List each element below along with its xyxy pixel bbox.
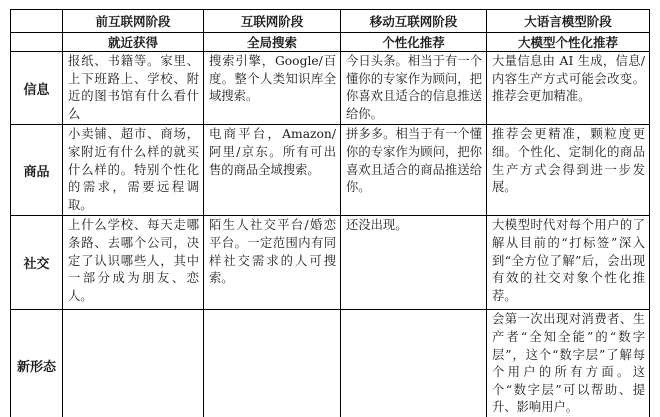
row-label-goods: 商品 — [11, 125, 63, 216]
table-cell: 还没出现。 — [341, 216, 487, 310]
table-cell — [204, 310, 341, 417]
table-row-new-form — [11, 310, 650, 417]
row-label-information: 信息 — [11, 52, 63, 125]
table-row-information — [11, 52, 650, 125]
table-cell: 电商平台，Amazon/阿里/京东。所有可出售的商品全域搜索。 — [204, 125, 341, 216]
table-row-goods — [11, 125, 650, 216]
table-cell: 大模型时代对每个用户的了解从目前的“打标签”深入到“全方位了解”后，会出现有效的社交对象个性化推荐。 — [487, 216, 650, 310]
table-cell: 上什么学校、每天走哪条路、去哪个公司，决定了认识哪些人，其中一部分成为朋友、恋人。 — [63, 216, 204, 310]
mode-header-global-search: 全局搜索 — [204, 33, 341, 52]
row-label-social: 社交 — [11, 216, 63, 310]
row-label-new-form: 新形态 — [11, 310, 63, 417]
stage-header-internet: 互联网阶段 — [204, 10, 341, 33]
table-cell: 搜索引擎，Google/百度。整个人类知识库全域搜索。 — [204, 52, 341, 125]
corner-cell — [11, 10, 63, 33]
stage-header-row — [11, 10, 650, 33]
table-cell: 小卖铺、超市、商场，家附近有什么样的就买什么样的。特别个性化的需求，需要远程调取。 — [63, 125, 204, 216]
table-cell: 今日头条。相当于有一个懂你的专家作为顾问，把你喜欢且适合的信息推送给你。 — [341, 52, 487, 125]
mode-header-row — [11, 33, 650, 52]
table-row-social — [11, 216, 650, 310]
mode-header-llm-personalized: 大模型个性化推荐 — [487, 33, 650, 52]
table-cell: 推荐会更精准，颗粒度更细。个性化、定制化的商品生产方式会得到进一步发展。 — [487, 125, 650, 216]
stage-header-mobile-internet: 移动互联网阶段 — [341, 10, 487, 33]
corner-cell — [11, 33, 63, 52]
table-cell — [63, 310, 204, 417]
table-cell: 会第一次出现对消费者、生产者“全知全能”的“数字层”，这个“数字层”了解每个用户的所有方面。这个“数字层”可以帮助、提升、影响用户。 — [487, 310, 650, 417]
table-cell: 大量信息由 AI 生成，信息/内容生产方式可能会改变。推荐会更加精准。 — [487, 52, 650, 125]
table-cell: 拼多多。相当于有一个懂你的专家作为顾问，把你喜欢且适合的商品推送给你。 — [341, 125, 487, 216]
stage-header-llm: 大语言模型阶段 — [487, 10, 650, 33]
table-cell — [341, 310, 487, 417]
era-comparison-table — [10, 9, 650, 417]
mode-header-nearby: 就近获得 — [63, 33, 204, 52]
table-cell: 陌生人社交平台/婚恋平台。一定范围内有同样社交需求的人可搜索。 — [204, 216, 341, 310]
table-cell: 报纸、书籍等。家里、上下班路上、学校、附近的图书馆有什么看什么 — [63, 52, 204, 125]
mode-header-personalized: 个性化推荐 — [341, 33, 487, 52]
stage-header-pre-internet: 前互联网阶段 — [63, 10, 204, 33]
